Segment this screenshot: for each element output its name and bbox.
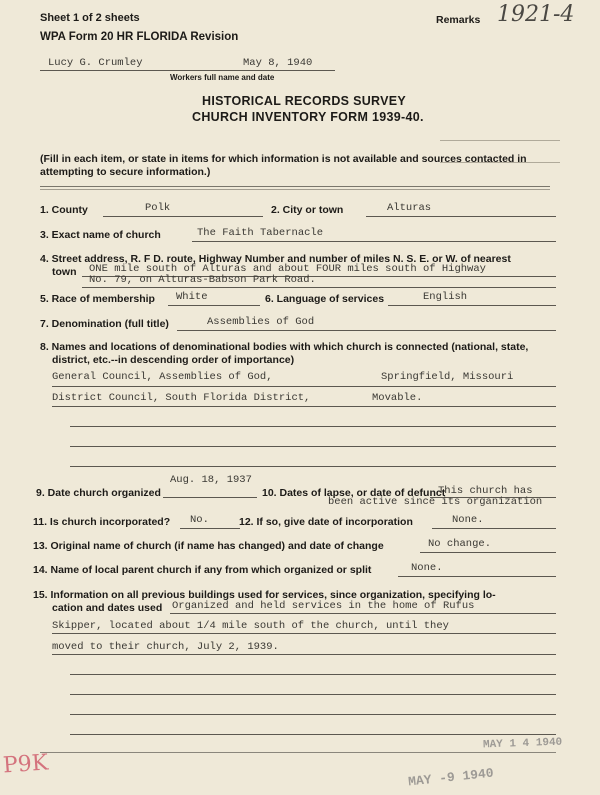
buildings-line-5	[70, 694, 556, 695]
incorporation-date-label: 12. If so, give date of incorporation	[239, 516, 413, 528]
bodies-value-1b: Springfield, Missouri	[381, 371, 514, 383]
buildings-value-2: Skipper, located about 1/4 mile south of the church, until they	[52, 620, 449, 632]
instructions-line-2: attempting to secure information.)	[40, 166, 211, 178]
incorporated-value: No.	[190, 514, 209, 526]
instructions-line-1: (Fill in each item, or state in items for which information is not available and sources contacted in	[40, 153, 527, 165]
title-line-2: CHURCH INVENTORY FORM 1939-40.	[192, 110, 424, 124]
incorporated-line	[180, 528, 240, 529]
organized-line	[163, 497, 257, 498]
remarks-label: Remarks	[436, 14, 481, 26]
buildings-value-1: Organized and held services in the home of Rufus	[172, 600, 475, 612]
bodies-line-5	[70, 466, 556, 467]
organized-label: 9. Date church organized	[36, 487, 161, 499]
city-label: 2. City or town	[271, 204, 344, 216]
address-value-2: No. 79, on Alturas-Babson Park Road.	[89, 274, 316, 286]
parent-church-value: None.	[411, 562, 443, 574]
buildings-label-2: cation and dates used	[52, 602, 163, 614]
parent-church-line	[398, 576, 556, 577]
original-name-value: No change.	[428, 538, 492, 550]
buildings-line-7	[70, 734, 556, 735]
address-line-2	[82, 287, 556, 288]
worker-label: Workers full name and date	[170, 73, 275, 82]
buildings-line-6	[70, 714, 556, 715]
city-value: Alturas	[387, 202, 432, 214]
bodies-label-1: 8. Names and locations of denominational bodies with which church is connected (national, state,	[40, 341, 529, 353]
received-stamp-1: MAY 1 4 1940	[482, 736, 563, 752]
bodies-line-1	[52, 386, 556, 387]
divider	[40, 186, 550, 187]
county-label: 1. County	[40, 204, 88, 216]
parent-church-label: 14. Name of local parent church if any from which organized or split	[33, 564, 372, 576]
church-name-value: The Faith Tabernacle	[197, 227, 324, 239]
language-line	[388, 305, 556, 306]
archive-number: 1921-4	[497, 2, 575, 27]
denomination-value: Assemblies of God	[207, 316, 315, 328]
title-line-1: HISTORICAL RECORDS SURVEY	[202, 94, 407, 108]
bodies-line-4	[70, 446, 556, 447]
bodies-value-2b: Movable.	[372, 392, 423, 404]
bodies-line-3	[70, 426, 556, 427]
original-name-label: 13. Original name of church (if name has changed) and date of change	[33, 540, 384, 552]
buildings-label-1: 15. Information on all previous buildings used for services, since organization, specifying lo-	[33, 589, 496, 601]
address-value-1: ONE mile south of Alturas and about FOUR miles south of Highway	[89, 263, 486, 275]
lapse-value-1: This church has	[438, 485, 533, 497]
pink-initials: P9K	[2, 750, 50, 779]
race-value: White	[176, 291, 208, 303]
buildings-value-3: moved to their church, July 2, 1939.	[52, 641, 279, 653]
language-label: 6. Language of services	[265, 293, 385, 305]
stamp-divider	[40, 752, 556, 753]
incorporation-date-value: None.	[452, 514, 484, 526]
lapse-label: 10. Dates of lapse, or date of defunct	[262, 487, 446, 499]
divider	[40, 189, 550, 190]
bodies-label-2: district, etc.--in descending order of importance)	[52, 354, 295, 366]
original-name-line	[420, 552, 556, 553]
race-line	[168, 305, 260, 306]
worker-date: May 8, 1940	[243, 57, 313, 69]
denomination-line	[177, 330, 556, 331]
city-line	[366, 216, 556, 217]
received-stamp-2: MAY -9 1940	[407, 765, 495, 790]
buildings-line-1	[170, 613, 556, 614]
denomination-label: 7. Denomination (full title)	[40, 318, 169, 330]
buildings-line-4	[70, 674, 556, 675]
church-name-line	[192, 241, 556, 242]
organized-value: Aug. 18, 1937	[170, 474, 252, 486]
bodies-line-2	[52, 406, 556, 407]
county-value: Polk	[145, 202, 171, 214]
bleed-through-text	[430, 70, 600, 160]
bodies-value-2: District Council, South Florida District,	[52, 392, 311, 404]
form-number: WPA Form 20 HR FLORIDA Revision	[40, 31, 239, 43]
address-label-1: 4. Street address, R. F D. route, Highway Number and number of miles N. S. E. or W. of nearest	[40, 253, 511, 265]
church-name-label: 3. Exact name of church	[40, 229, 161, 241]
worker-line	[40, 70, 335, 71]
incorporated-label: 11. Is church incorporated?	[33, 516, 171, 528]
remarks-line	[440, 140, 560, 141]
race-label: 5. Race of membership	[40, 293, 155, 305]
bodies-value-1a: General Council, Assemblies of God,	[52, 371, 273, 383]
worker-name: Lucy G. Crumley	[48, 57, 143, 69]
address-label-2: town	[52, 266, 77, 278]
lapse-value-2: been active since its organization	[328, 496, 543, 508]
incorporation-date-line	[432, 528, 556, 529]
buildings-line-2	[52, 633, 556, 634]
sheet-count: Sheet 1 of 2 sheets	[40, 12, 140, 24]
language-value: English	[423, 291, 468, 303]
county-line	[103, 216, 263, 217]
buildings-line-3	[52, 654, 556, 655]
